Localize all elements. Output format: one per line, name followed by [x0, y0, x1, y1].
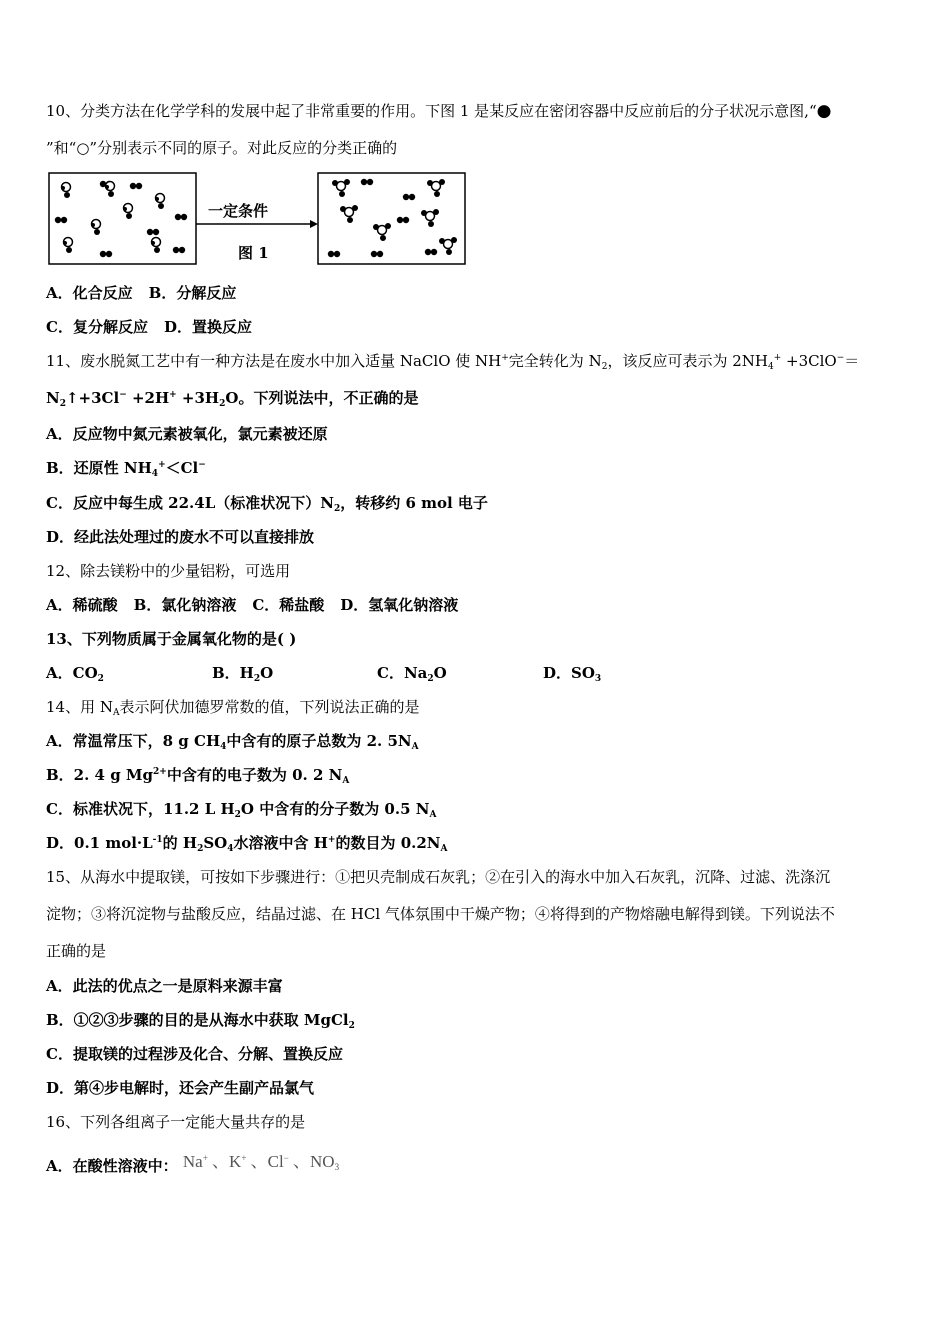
- figure-caption: 图 1: [238, 244, 269, 262]
- q15-option-c: C．提取镁的过程涉及化合、分解、置换反应: [46, 1045, 343, 1063]
- q11-option-a: A．反应物中氮元素被氧化，氯元素被还原: [46, 425, 328, 443]
- q14-stem: 14、用 $N_A$表示阿伏加德罗常数的值，下列说法正确的是: [46, 698, 420, 718]
- q15-option-b: B．①②③步骤的目的是从海水中获取 MgCl$_2$: [46, 1011, 355, 1031]
- q15-line2: 淀物；③将沉淀物与盐酸反应，结晶过滤、在 HCl 气体氛围中干燥产物；④将得到的产物熔融电解得到镁。下列说法不: [46, 905, 835, 923]
- q15-option-d: D．第④步电解时，还会产生副产品氯气: [46, 1079, 315, 1097]
- q13-option-c: C．$Na_2O$: [377, 664, 447, 684]
- q11-option-d: D．经此法处理过的废水不可以直接排放: [46, 528, 315, 546]
- q14-option-d: D．0.1 $mol\cdot L^{-1}$的 $H_2SO_4$水溶液中含 H+的数目为 $0.2N_A$: [46, 834, 448, 854]
- q13-option-a: A．$CO_2$: [46, 664, 104, 684]
- q11-line1: 11、废水脱氮工艺中有一种方法是在废水中加入适量 NaClO 使 NH+完全转化为 $N_2$，该反应可表示为 $2NH_4^+ +3ClO^-=$: [46, 352, 860, 372]
- q13-option-b: B．$H_2O$: [212, 664, 274, 684]
- q14-option-a: A．常温常压下，8 g $CH_4$中含有的原子总数为 2. $5N_A$: [46, 732, 419, 752]
- q11-option-c: C．反应中每生成 22.4L（标准状况下）$N_2$，转移约 6 mol 电子: [46, 494, 488, 514]
- q12-stem: 12、除去镁粉中的少量铝粉，可选用: [46, 562, 291, 580]
- reactant-molecules: [55, 181, 187, 257]
- product-molecules: [328, 179, 457, 257]
- q11-line2: $N_2↑+3Cl^- +2H^+ +3H_2O$。下列说法中，不正确的是: [46, 389, 419, 409]
- q10-options-cd: C．复分解反应 D．置换反应: [46, 318, 252, 336]
- q15-line3: 正确的是: [46, 942, 107, 960]
- q12-options: A．稀硫酸 B．氯化钠溶液 C．稀盐酸 D．氢氧化钠溶液: [46, 596, 459, 614]
- q10-line2: ”和“○”分别表示不同的原子。对此反应的分类正确的: [46, 139, 398, 157]
- q14-option-c: C．标准状况下，11.2 L $H_2O$ 中含有的分子数为 0.5 $N_A$: [46, 800, 437, 820]
- q10-options-ab: A．化合反应 B．分解反应: [46, 284, 237, 302]
- q13-option-d: D．$SO_3$: [543, 664, 602, 684]
- filled-circle-symbol: ●: [816, 101, 832, 121]
- q15-option-a: A．此法的优点之一是原料来源丰富: [46, 977, 283, 995]
- q13-stem: 13、下列物质属于金属氧化物的是( ): [46, 630, 297, 648]
- q11-option-b: B．还原性 $NH_4^+<Cl^-$: [46, 459, 206, 479]
- reaction-figure: [48, 172, 468, 267]
- q14-option-b: B．2. 4 g $Mg^{2+}$中含有的电子数为 0. 2 $N_A$: [46, 766, 350, 786]
- q15-line1: 15、从海水中提取镁，可按如下步骤进行：①把贝壳制成石灰乳；②在引入的海水中加入石灰乳，沉降、过滤、洗涤沉: [46, 868, 831, 886]
- arrow-label: 一定条件: [208, 202, 269, 220]
- q16-stem: 16、下列各组离子一定能大量共存的是: [46, 1113, 306, 1131]
- ion-list: Na+ 、K+ 、Cl− 、$NO_3$: [182, 1152, 340, 1172]
- q10-line1: 10、分类方法在化学学科的发展中起了非常重要的作用。下图 1 是某反应在密闭容器中反应前后的分子状况示意图,“●: [46, 101, 832, 121]
- q16-option-a: A．在酸性溶液中： Na+ 、K+ 、Cl− 、$NO_3$: [46, 1152, 340, 1175]
